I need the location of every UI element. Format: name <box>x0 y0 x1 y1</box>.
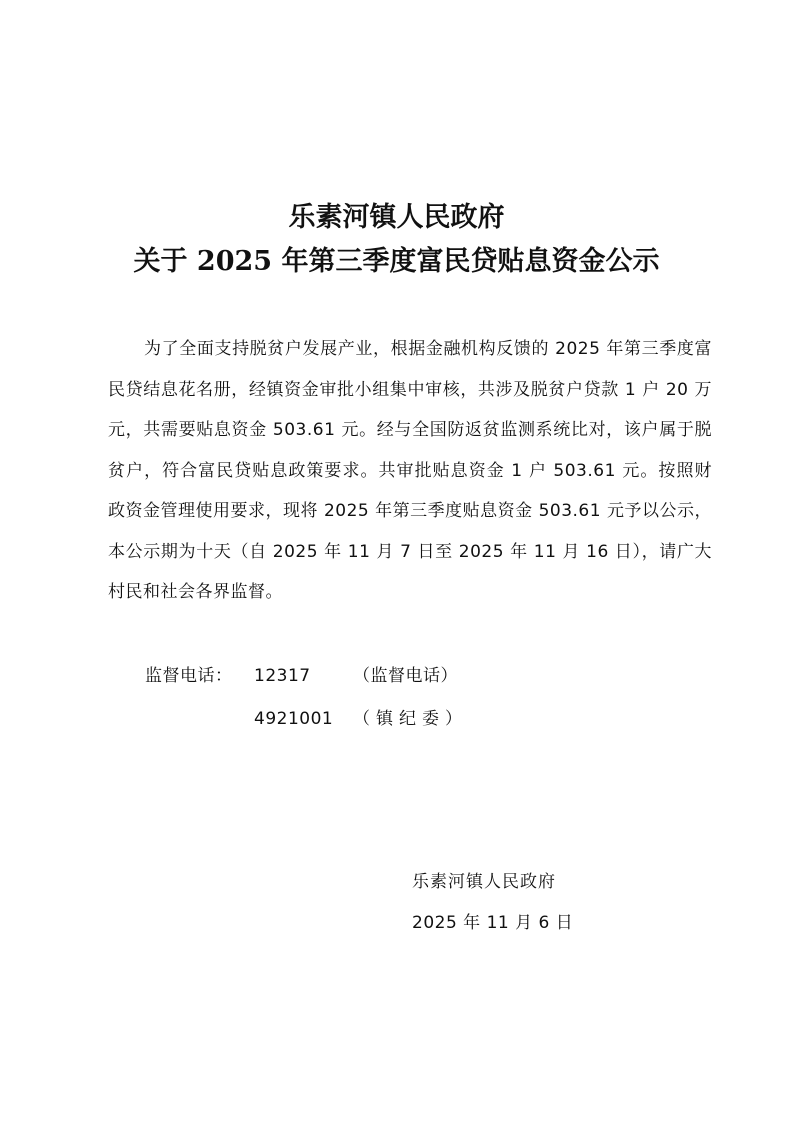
hotline-label: 监督电话： <box>145 666 233 686</box>
hotline-note-2: （镇纪委） <box>353 709 468 729</box>
signature-organization: 乐素河镇人民政府 <box>412 872 556 892</box>
document-title-line-2: 关于 2025 年第三季度富民贷贴息资金公示 <box>133 246 660 277</box>
hotline-note-1: （监督电话） <box>353 666 458 686</box>
hotline-number-2: 4921001 <box>254 709 334 729</box>
signature-date: 2025 年 11 月 6 日 <box>412 913 574 933</box>
document-title-line-1: 乐素河镇人民政府 <box>288 202 505 233</box>
hotline-number-1: 12317 <box>254 666 311 686</box>
notice-body-paragraph: 为了全面支持脱贫户发展产业，根据金融机构反馈的 2025 年第三季度富民贷结息花名册，经镇资金审批小组集中审核，共涉及脱贫户贷款 1 户 20 万元，共需要贴息资金 503.61 元。经与全国防返贫监测系统比对，该户属于脱贫户，符合富民贷贴息政策要求。共审批贴息资金 1 户 503.61 元。按照财政资金管理使用要求，现将 2025 年第三季度贴息资金 503.61 元予以公示，本公示期为十天（自 2025 年 11 月 7 日至 2025 年 11 月 16 日），请广大村民和社会各界监督。 <box>108 339 712 602</box>
